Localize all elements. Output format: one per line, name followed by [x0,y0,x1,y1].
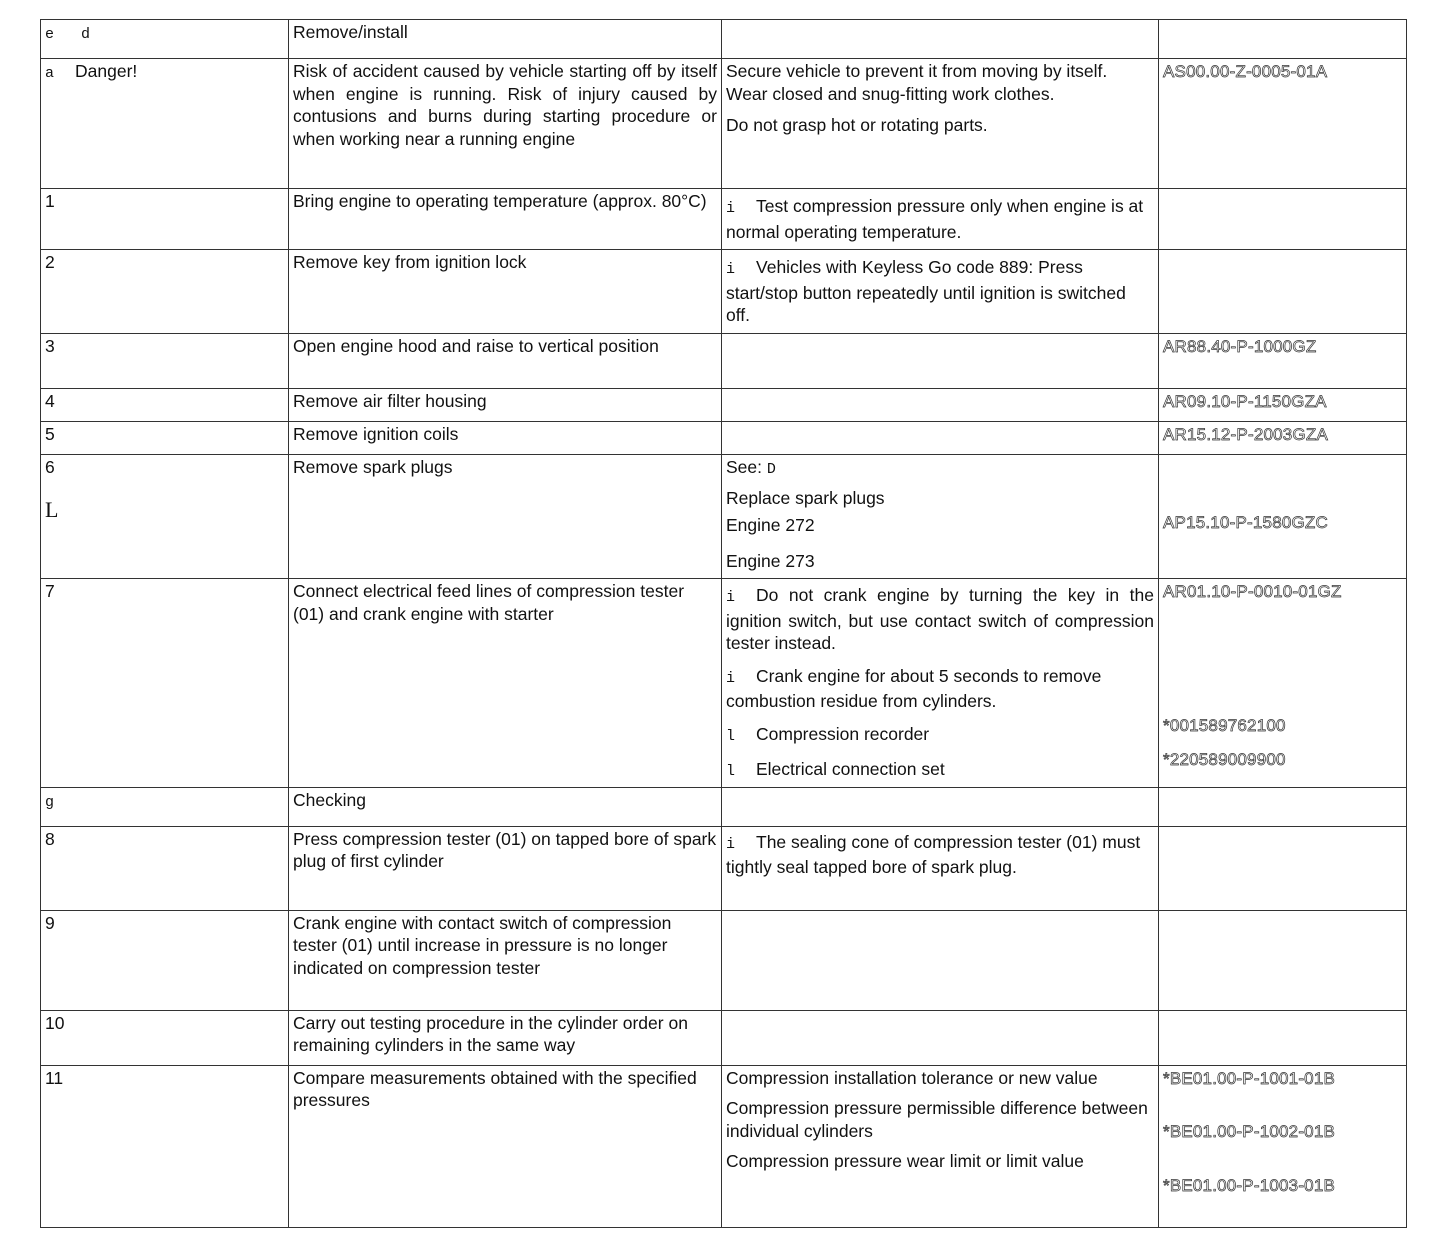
step-number: 5 [41,422,289,455]
document-reference: AP15.10-P-1580GZC [1163,513,1328,532]
document-reference: AR88.40-P-1000GZ [1163,337,1317,356]
section-symbol: g [45,793,55,811]
step-text: Remove key from ignition lock [289,250,722,334]
spec-name: Compression installation tolerance or new value [726,1067,1098,1088]
spec-name: Compression pressure permissible difference between individual cylinders [726,1098,1148,1141]
step-text: Connect electrical feed lines of compression tester (01) and crank engine with starter [289,579,722,788]
danger-note: Do not grasp hot or rotating parts. [726,115,988,135]
tool-icon: l [726,763,736,780]
step-note: The sealing cone of compression tester (01) must tightly seal tapped bore of spark plug. [726,831,1141,877]
document-reference: AR09.10-P-1150GZA [1163,392,1327,411]
table-row [41,422,1407,455]
step-text: Remove ignition coils [289,422,722,455]
info-icon: i [726,261,736,278]
step-text: Bring engine to operating temperature (approx. 80°C) [289,189,722,250]
table-row [41,20,1407,59]
tool-number: *220589009900 [1163,750,1286,769]
step-note: Vehicles with Keyless Go code 889: Press start/stop button repeatedly until ignition is switched off. [726,257,1126,325]
step-number: 4 [41,389,289,422]
danger-text: Risk of accident caused by vehicle starting off by itself when engine is running. Risk of injury caused by contusions and burns during starting procedure or when working near a running engine [289,59,722,189]
step-number: 9 [41,910,289,1010]
step-text: Compare measurements obtained with the specified pressures [289,1065,722,1227]
step-number: 6 [45,457,55,477]
info-icon: i [726,589,736,606]
see-label: See: [726,457,762,477]
spec-reference: *BE01.00-P-1002-01B [1163,1122,1336,1141]
table-row [41,389,1407,422]
document-reference: AS00.00-Z-0005-01A [1163,62,1328,81]
document-symbol-icon: D [766,461,776,478]
table-row [41,189,1407,250]
reference-symbol-icon: L [45,496,59,522]
info-icon: i [726,669,736,687]
danger-icon: a [45,65,55,82]
step-text: Remove air filter housing [289,389,722,422]
step-note: Do not crank engine by turning the key in the ignition switch, but use contact switch of compression tester instead. [726,585,1154,653]
step-text: Crank engine with contact switch of compression tester (01) until increase in pressure is no longer indicated on compression tester [289,910,722,1010]
section-title: Checking [289,787,722,826]
table-row [41,787,1407,826]
step-note: Test compression pressure only when engine is at normal operating temperature. [726,196,1144,242]
step-number: 1 [41,189,289,250]
step-text: Open engine hood and raise to vertical position [289,334,722,389]
tool-name: Compression recorder [756,723,930,744]
section-title: Remove/install [289,20,722,59]
step-number: 10 [41,1010,289,1065]
step-note: Crank engine for about 5 seconds to remove combustion residue from cylinders. [726,665,1102,711]
info-icon: i [726,200,736,217]
danger-note: Wear closed and snug-fitting work clothes. [726,83,1055,104]
table-row [41,334,1407,389]
table-row [41,250,1407,334]
table-row [41,826,1407,910]
step-number: 3 [41,334,289,389]
spec-reference: *BE01.00-P-1003-01B [1163,1175,1336,1195]
table-row [41,910,1407,1010]
step-number: 11 [41,1065,289,1227]
see-link[interactable]: Replace spark plugs [726,487,885,508]
step-number: 2 [41,250,289,334]
spec-reference: *BE01.00-P-1001-01B [1163,1068,1336,1088]
procedure-table [40,19,1407,1228]
danger-label: Danger! [75,61,138,81]
document-reference: AR01.10-P-0010-01GZ [1163,582,1342,601]
table-row [41,1010,1407,1065]
tool-number: *001589762100 [1163,715,1286,735]
table-row [41,579,1407,788]
tool-icon: l [726,727,736,745]
step-text: Carry out testing procedure in the cylinder order on remaining cylinders in the same way [289,1010,722,1065]
info-icon: i [726,835,736,853]
table-row [41,59,1407,189]
spec-name: Compression pressure wear limit or limit value [726,1151,1084,1171]
table-row [41,455,1407,579]
engine-variant: Engine 272 [726,515,815,535]
tool-name: Electrical connection set [756,759,945,779]
danger-note: Secure vehicle to prevent it from moving by itself. [726,61,1108,81]
step-number: 7 [41,579,289,788]
document-reference: AR15.12-P-2003GZA [1163,425,1328,444]
section-symbol: e d [45,26,91,43]
step-text: Remove spark plugs [289,455,722,579]
table-row [41,1065,1407,1227]
step-number: 8 [41,826,289,910]
step-text: Press compression tester (01) on tapped bore of spark plug of first cylinder [289,826,722,910]
engine-variant: Engine 273 [726,550,815,571]
